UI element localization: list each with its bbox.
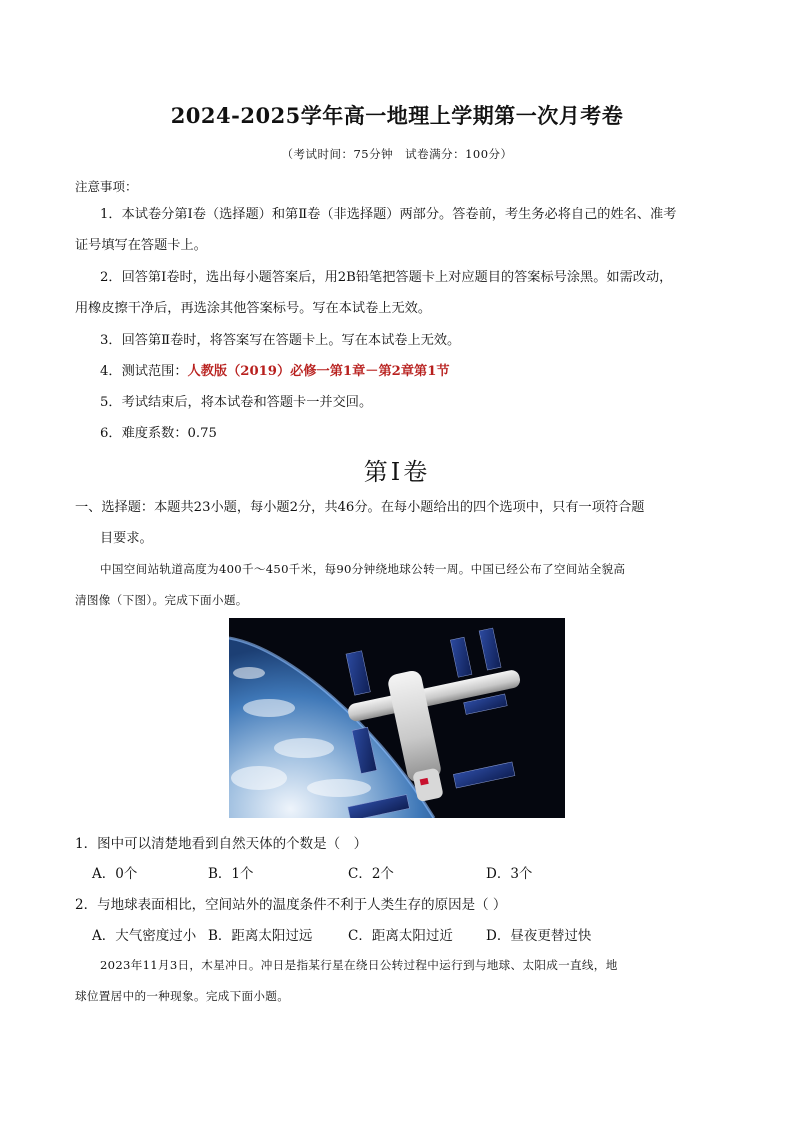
question-1-option-a[interactable]: A．0个 (92, 866, 138, 882)
section-intro: 一、选择题：本题共23小题，每小题2分，共46分。在每小题给出的四个选项中，只有一项符合题 (75, 500, 645, 515)
question-1-stem: 1．图中可以清楚地看到自然天体的个数是（ ） (75, 836, 368, 852)
notice-item-6: 6．难度系数：0.75 (100, 426, 217, 441)
notice-item-3: 3．回答第Ⅱ卷时，将答案写在答题卡上。写在本试卷上无效。 (100, 333, 461, 348)
question-1-option-c[interactable]: C．2个 (348, 866, 394, 882)
material-2-line-2: 球位置居中的一种现象。完成下面小题。 (75, 989, 290, 1003)
question-1-option-b[interactable]: B．1个 (208, 866, 254, 882)
section-intro-cont: 目要求。 (100, 531, 153, 546)
notice-item-5: 5．考试结束后，将本试卷和答题卡一并交回。 (100, 395, 373, 410)
section-title: 第Ⅰ卷 (363, 458, 431, 486)
question-2-option-d[interactable]: D．昼夜更替过快 (486, 928, 592, 944)
exam-info: （考试时间：75分钟 试卷满分：100分） (281, 147, 513, 161)
notice-heading: 注意事项： (75, 179, 138, 194)
notice-item-2: 2．回答第Ⅰ卷时，选出每小题答案后，用2B铅笔把答题卡上对应题目的答案标号涂黑。如需改动， (100, 270, 673, 285)
question-2-option-c[interactable]: C．距离太阳过近 (348, 928, 453, 944)
question-2-option-b[interactable]: B．距离太阳过远 (208, 928, 313, 944)
question-1-option-d[interactable]: D．3个 (486, 866, 533, 882)
material-1-line-2: 清图像（下图）。完成下面小题。 (75, 593, 248, 607)
notice-item-1: 1．本试卷分第Ⅰ卷（选择题）和第Ⅱ卷（非选择题）两部分。答卷前，考生务必将自己的姓名、准考 (100, 207, 677, 222)
notice-item-2-cont: 用橡皮擦干净后，再选涂其他答案标号。写在本试卷上无效。 (75, 301, 432, 316)
question-2-option-a[interactable]: A．大气密度过小 (92, 928, 197, 944)
notice-item-1-cont: 证号填写在答题卡上。 (75, 238, 207, 253)
page-title: 2024-2025学年高一地理上学期第一次月考卷 (170, 103, 624, 128)
space-station-photo (229, 618, 565, 818)
notice-item-4 (100, 362, 450, 382)
question-2-stem: 2．与地球表面相比，空间站外的温度条件不利于人类生存的原因是（ ） (75, 897, 507, 913)
scope-label: 4．测试范围： (100, 364, 188, 379)
scope-value: 人教版（2019）必修一第1章－第2章第1节 (187, 364, 450, 379)
material-2-line-1: 2023年11月3日，木星冲日。冲日是指某行星在绕日公转过程中运行到与地球、太阳成一直线，地 (100, 958, 618, 972)
material-1-line-1: 中国空间站轨道高度为400千～450千米，每90分钟绕地球公转一周。中国已经公布了空间站全貌高 (100, 562, 626, 576)
